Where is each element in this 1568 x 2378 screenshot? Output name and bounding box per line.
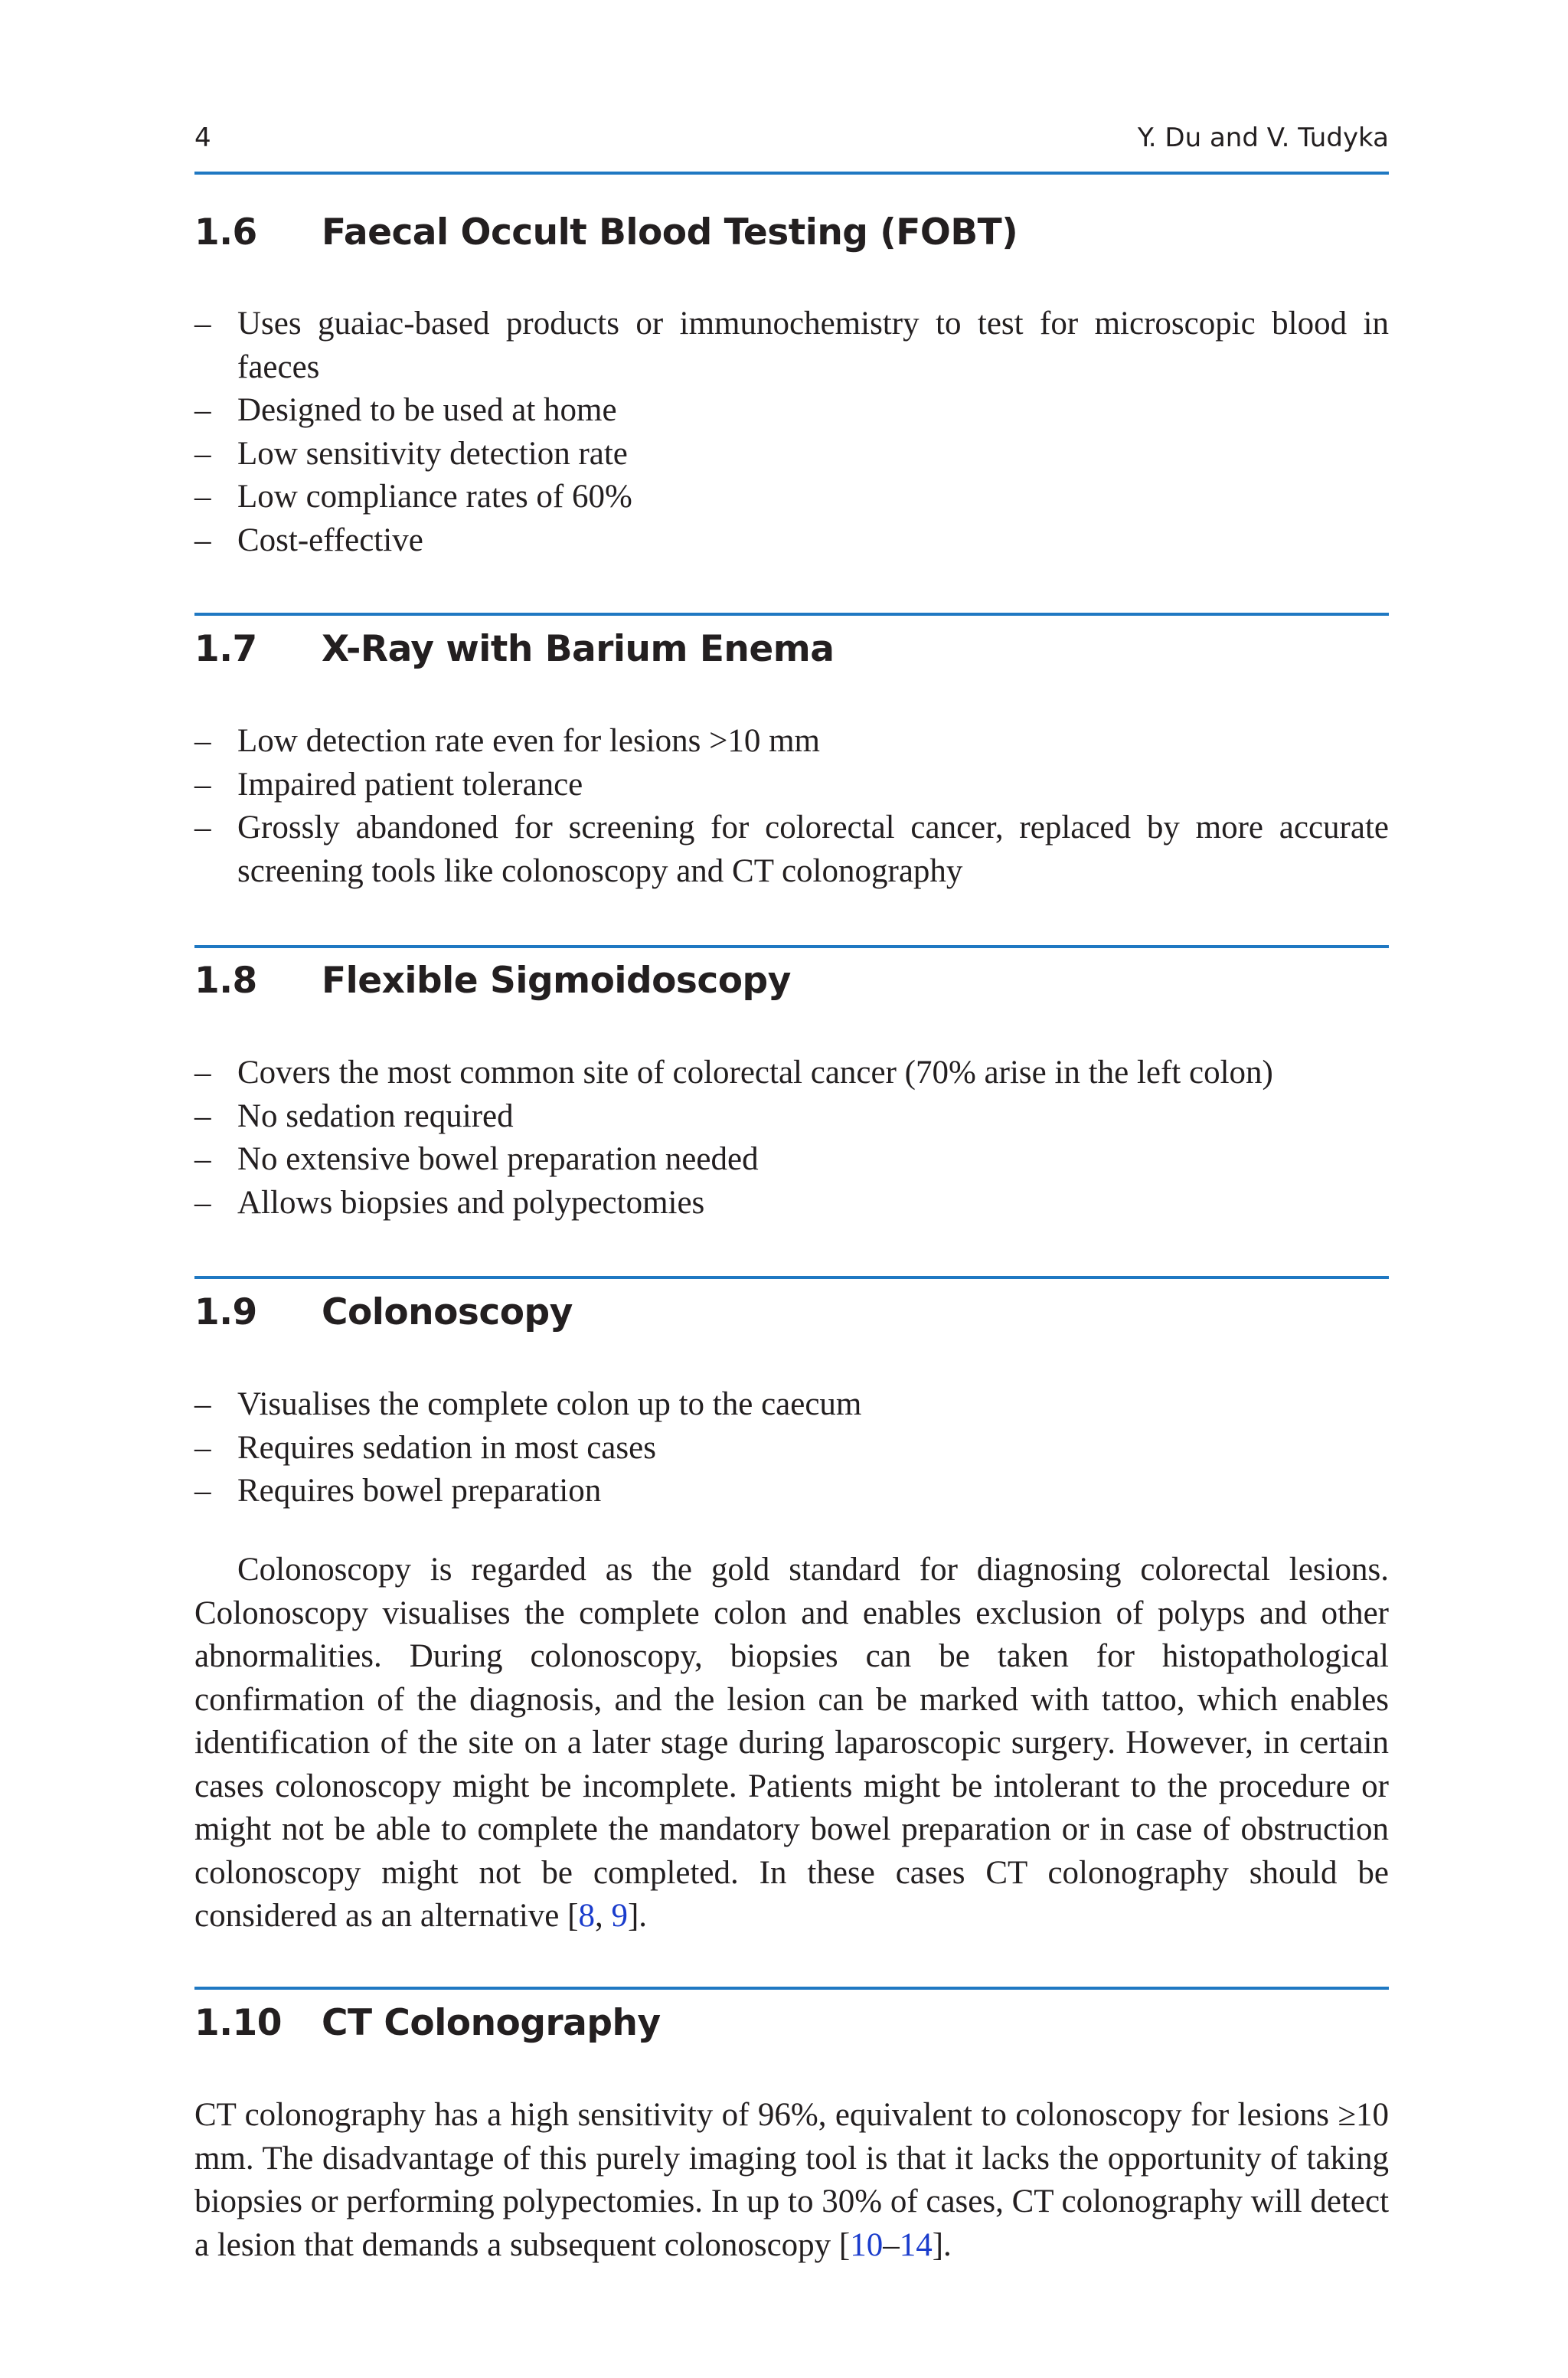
list-item: – Requires bowel preparation — [194, 1470, 1389, 1513]
bullet-list-1-8 — [194, 1052, 1389, 1225]
section-title: Flexible Sigmoidoscopy — [322, 960, 791, 1002]
dash-bullet: – — [194, 435, 211, 472]
section-rule — [194, 1987, 1389, 1990]
dash-bullet: – — [194, 1429, 211, 1466]
citation-link[interactable]: 9 — [611, 1898, 628, 1934]
dash-bullet: – — [194, 810, 211, 846]
citation-link[interactable]: 10 — [850, 2226, 884, 2263]
bullet-list-1-6 — [194, 303, 1389, 562]
body-paragraph-ct-colonography: CT colonography has a high sensitivity of 96%, equivalent to colonoscopy for lesions ≥10 mm. The disadvantage of this purely imaging tool is that it lacks the opportunity of taking biopsies or performing polypectomies. In up to 30% of cases, CT colonography will detect a lesion that demands a subsequent colonoscopy [10–14]. — [194, 2097, 1390, 2263]
body-paragraph-colonoscopy: Colonoscopy is regarded as the gold standard for diagnosing colorectal lesions. Colonoscopy visualises the complete colon and enables exclusion of polyps and other abnormalities. During colonoscopy, biopsies can be taken for histopathological confirmation of the diagnosis, and the lesion can be marked with tattoo, which enables identification of the site on a later stage during laparoscopic surgery. However, in certain cases colonoscopy might be incomplete. Patients might be intolerant to the procedure or might not be able to complete the mandatory bowel preparation or in case of obstruction colonoscopy might not be completed. In these cases CT colonography should be considered as an alternative [8, 9]. — [194, 1552, 1389, 1934]
section-number: 1.9 — [194, 1291, 257, 1333]
dash-bullet: – — [194, 1141, 211, 1177]
bullet-list-1-9 — [194, 1383, 1389, 1513]
list-item: – Allows biopsies and polypectomies — [194, 1182, 1389, 1225]
running-head — [194, 123, 1389, 159]
bullet-list-1-7 — [194, 720, 1389, 893]
section-number: 1.8 — [194, 960, 257, 1002]
section-rule — [194, 613, 1389, 616]
list-item: – Low compliance rates of 60% — [194, 476, 1389, 519]
section-heading-1-9 — [194, 1291, 1389, 1345]
section-heading-1-10 — [194, 2002, 1389, 2056]
list-item: – Impaired patient tolerance — [194, 764, 1389, 807]
dash-bullet: – — [194, 723, 211, 759]
list-item: – No sedation required — [194, 1095, 1389, 1139]
list-item: – Covers the most common site of colorectal cancer (70% arise in the left colon) — [194, 1052, 1389, 1095]
list-item: – Low sensitivity detection rate — [194, 433, 1389, 476]
list-item: – Requires sedation in most cases — [194, 1427, 1389, 1470]
section-heading-1-6 — [194, 211, 1389, 265]
section-rule — [194, 1276, 1389, 1279]
dash-bullet: – — [194, 392, 211, 428]
section-number: 1.6 — [194, 211, 257, 254]
list-item: – Grossly abandoned for screening for colorectal cancer, replaced by more accurate screening tools like colonoscopy and CT colonography — [194, 806, 1389, 893]
dash-bullet: – — [194, 1055, 211, 1091]
section-heading-1-7 — [194, 628, 1389, 682]
section-title: Faecal Occult Blood Testing (FOBT) — [322, 211, 1018, 254]
citation-link[interactable]: 8 — [578, 1898, 595, 1934]
list-item: – Designed to be used at home — [194, 389, 1389, 433]
list-item: – Low detection rate even for lesions >10 mm — [194, 720, 1389, 764]
section-number: 1.10 — [194, 2002, 282, 2044]
section-title: Colonoscopy — [322, 1291, 573, 1333]
section-title: X-Ray with Barium Enema — [322, 628, 835, 670]
dash-bullet: – — [194, 766, 211, 803]
citation-link[interactable]: 14 — [899, 2226, 933, 2263]
page-number: 4 — [194, 123, 211, 153]
list-item: – Uses guaiac-based products or immunochemistry to test for microscopic blood in faeces — [194, 303, 1389, 389]
dash-bullet: – — [194, 522, 211, 558]
section-rule — [194, 945, 1389, 948]
section-number: 1.7 — [194, 628, 257, 670]
dash-bullet: – — [194, 479, 211, 515]
dash-bullet: – — [194, 1097, 211, 1134]
list-item: – Cost-effective — [194, 519, 1389, 563]
list-item: – No extensive bowel preparation needed — [194, 1138, 1389, 1182]
running-head-authors: Y. Du and V. Tudyka — [1137, 123, 1389, 153]
dash-bullet: – — [194, 1184, 211, 1221]
header-rule — [194, 172, 1389, 175]
section-title: CT Colonography — [322, 2002, 661, 2044]
section-heading-1-8 — [194, 960, 1389, 1013]
dash-bullet: – — [194, 306, 211, 342]
dash-bullet: – — [194, 1473, 211, 1509]
list-item: – Visualises the complete colon up to the caecum — [194, 1383, 1389, 1427]
dash-bullet: – — [194, 1386, 211, 1422]
